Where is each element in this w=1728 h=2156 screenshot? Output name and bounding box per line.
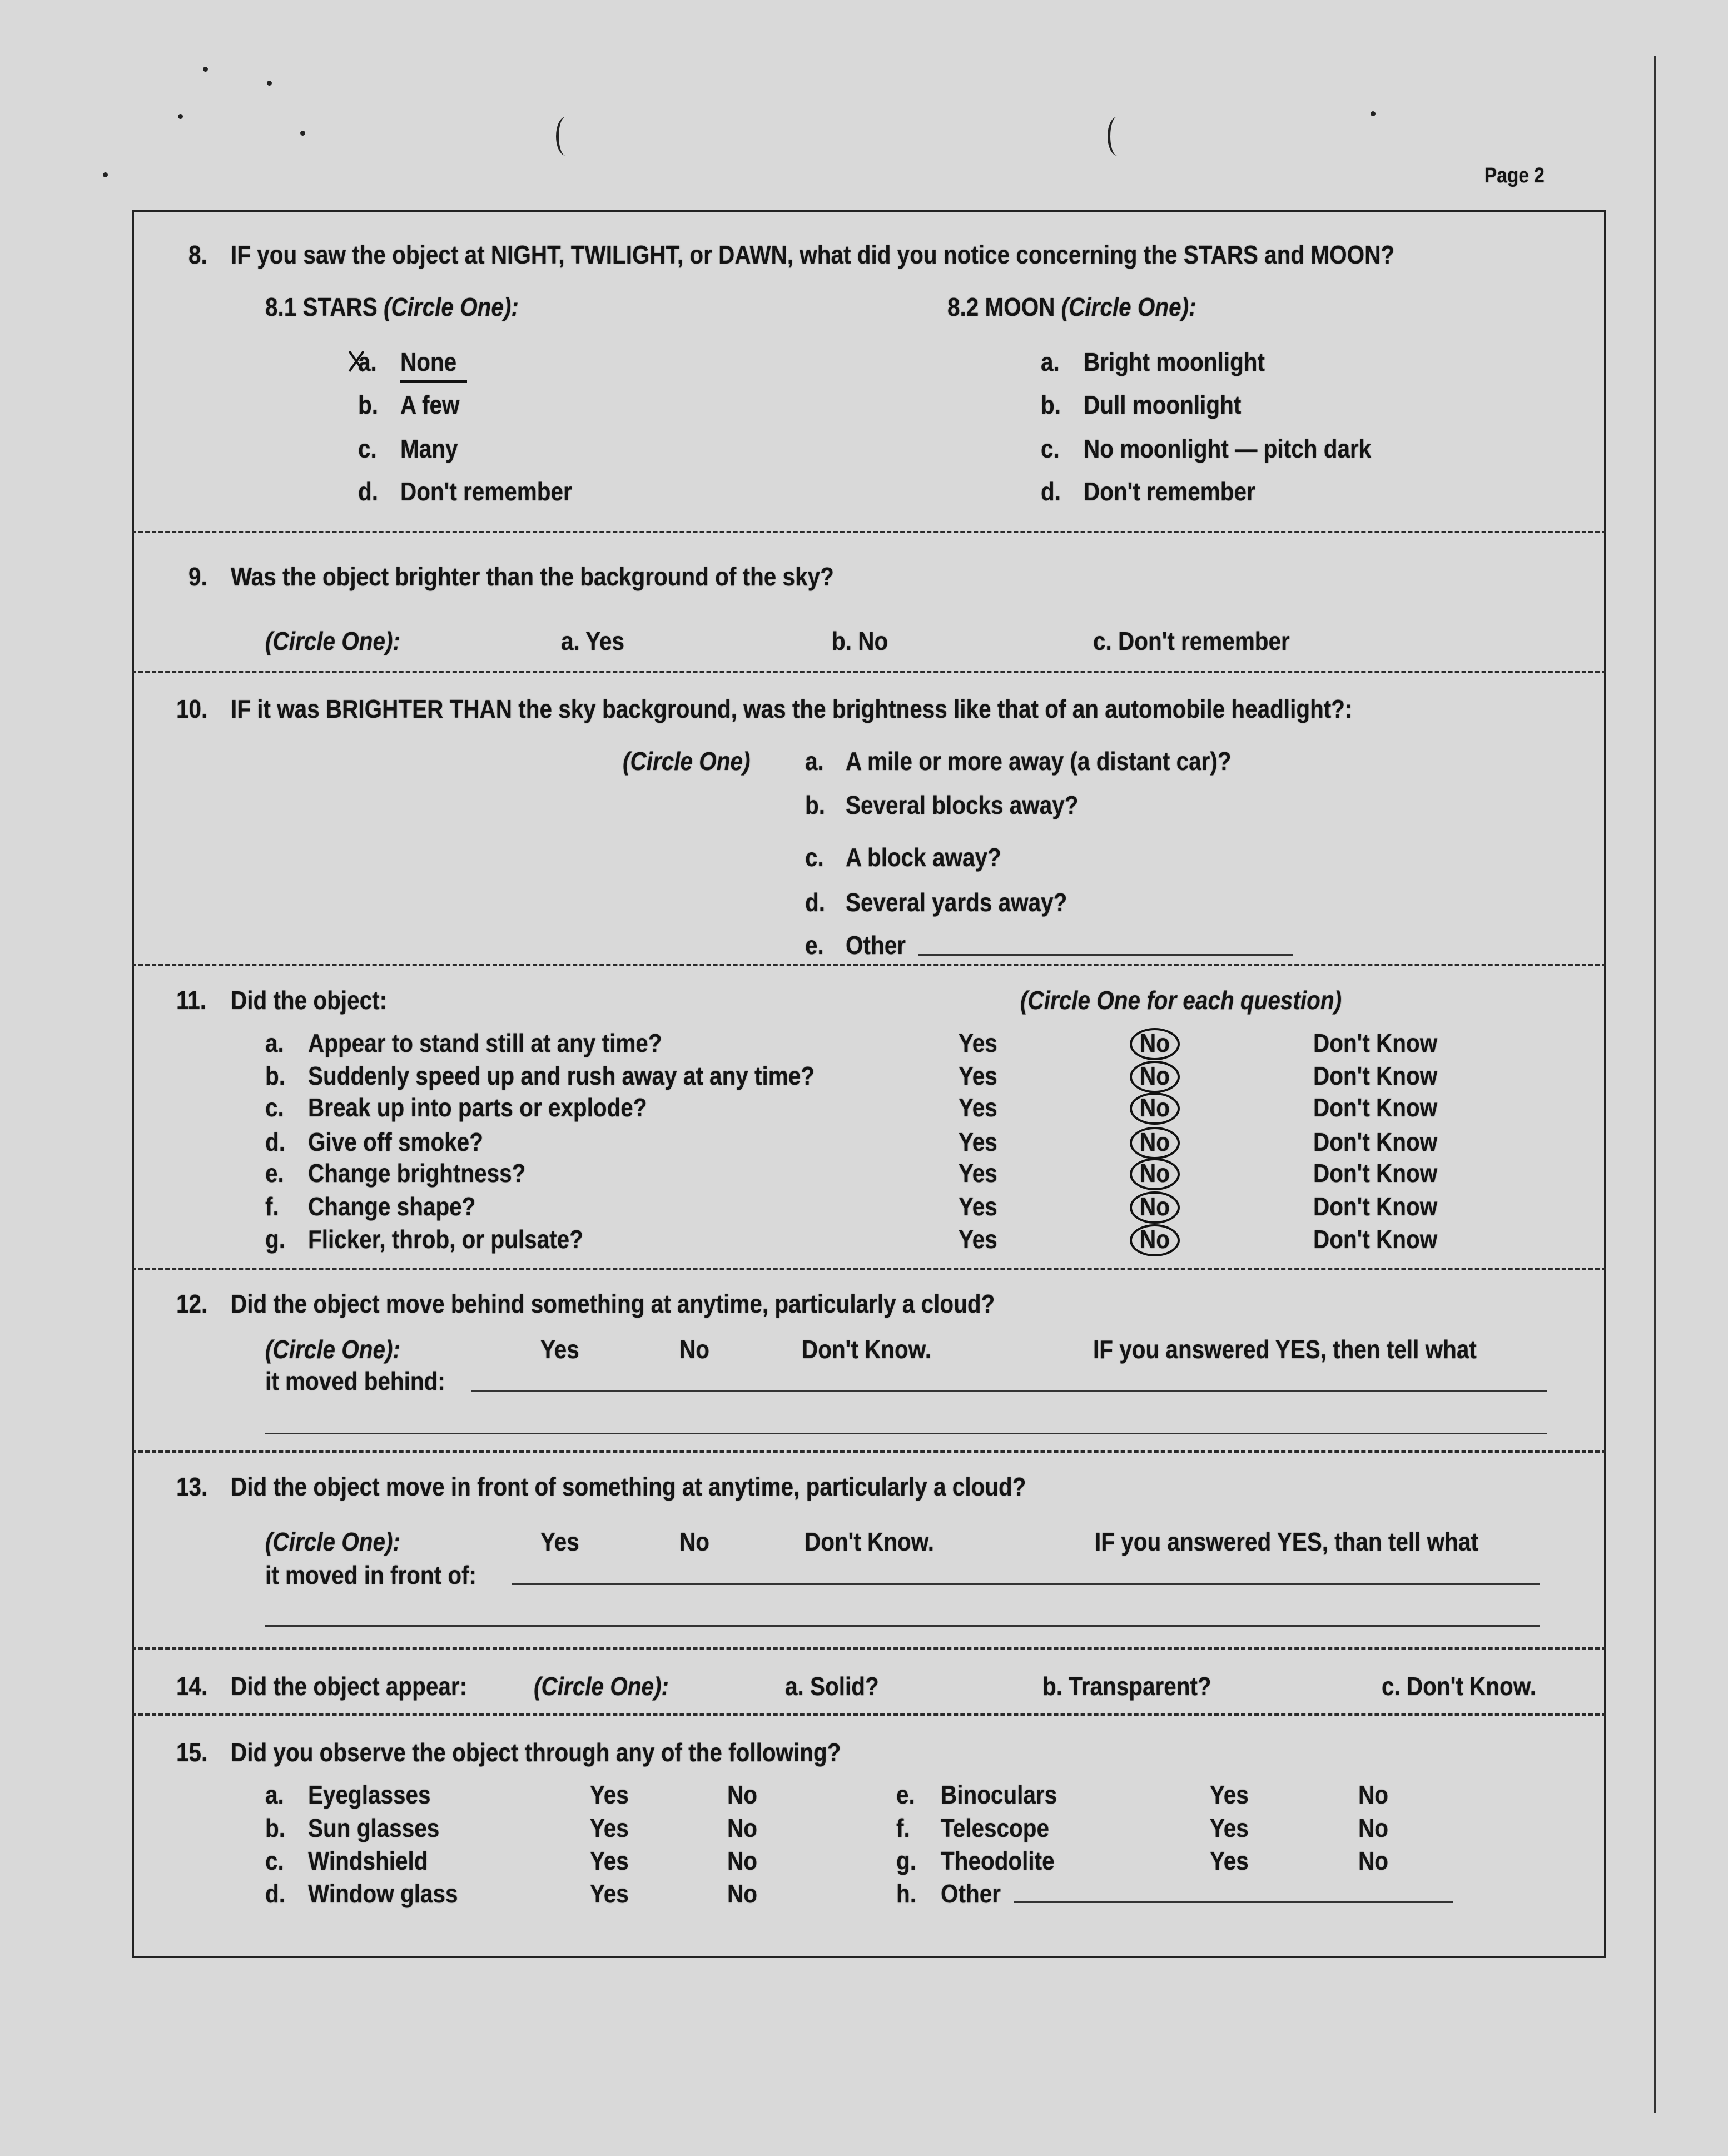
answer-yes[interactable]: Yes bbox=[590, 1846, 629, 1875]
circled-answer-mark bbox=[1130, 1061, 1180, 1093]
answer-yes[interactable]: Yes bbox=[1210, 1846, 1249, 1875]
instruction: (Circle One) bbox=[623, 747, 751, 776]
answer-no[interactable]: No bbox=[1140, 1192, 1170, 1221]
answer-yes[interactable]: Yes bbox=[959, 1093, 997, 1122]
circled-answer-mark bbox=[1130, 1158, 1180, 1190]
instrument-label: Windshield bbox=[308, 1846, 428, 1875]
question-number: 13. bbox=[176, 1472, 208, 1501]
question-number: 11. bbox=[176, 986, 207, 1015]
item-question: Change brightness? bbox=[308, 1159, 526, 1188]
option-letter[interactable]: b. bbox=[358, 390, 378, 419]
stars-heading: 8.1 STARS (Circle One): bbox=[265, 292, 519, 321]
item-question: Give off smoke? bbox=[308, 1127, 483, 1156]
other-input-line[interactable] bbox=[1014, 1901, 1453, 1903]
circled-answer-mark bbox=[1130, 1127, 1180, 1159]
followup-text: IF you answered YES, then tell what bbox=[1093, 1335, 1477, 1364]
answer-no[interactable]: No bbox=[1358, 1814, 1388, 1842]
item-letter: e. bbox=[896, 1780, 915, 1809]
answer-yes[interactable]: Yes bbox=[1210, 1780, 1249, 1809]
divider bbox=[132, 1647, 1606, 1650]
option-dont-know[interactable]: Don't Know. bbox=[805, 1527, 934, 1556]
answer-no[interactable]: No bbox=[1140, 1029, 1170, 1057]
answer-yes[interactable]: Yes bbox=[959, 1192, 997, 1221]
circled-answer-mark bbox=[1130, 1224, 1180, 1256]
scan-speck bbox=[178, 114, 183, 119]
answer-yes[interactable]: Yes bbox=[959, 1127, 997, 1156]
followup-label: it moved behind: bbox=[265, 1367, 445, 1395]
instrument-label: Sun glasses bbox=[308, 1814, 440, 1842]
question-number: 14. bbox=[176, 1672, 208, 1701]
answer-dont-know[interactable]: Don't Know bbox=[1313, 1093, 1438, 1122]
instruction: (Circle One): bbox=[265, 627, 400, 655]
instrument-label: Theodolite bbox=[941, 1846, 1055, 1875]
item-letter: e. bbox=[265, 1159, 284, 1188]
moved-behind-input-line-2[interactable] bbox=[265, 1433, 1547, 1434]
option-letter[interactable]: a. bbox=[1041, 347, 1060, 376]
circled-answer-mark bbox=[1130, 1092, 1180, 1125]
headlight-option[interactable]: Several yards away? bbox=[846, 888, 1067, 917]
moon-option[interactable]: Dull moonlight bbox=[1084, 390, 1242, 419]
option-letter[interactable]: a. bbox=[358, 347, 377, 376]
divider bbox=[132, 1268, 1606, 1270]
moon-option[interactable]: No moonlight — pitch dark bbox=[1084, 434, 1372, 463]
item-question: Break up into parts or explode? bbox=[308, 1093, 647, 1122]
moon-option[interactable]: Don't remember bbox=[1084, 477, 1255, 506]
answer-no[interactable]: No bbox=[1140, 1127, 1170, 1156]
item-question: Flicker, throb, or pulsate? bbox=[308, 1225, 583, 1254]
circled-answer-mark bbox=[1130, 1191, 1180, 1224]
option-yes[interactable]: Yes bbox=[540, 1527, 579, 1556]
answer-no[interactable]: No bbox=[727, 1846, 757, 1875]
item-letter: g. bbox=[896, 1846, 916, 1875]
item-letter: h. bbox=[896, 1879, 916, 1908]
question-text: Was the object brighter than the background of the sky? bbox=[231, 562, 834, 591]
moved-behind-input-line[interactable] bbox=[471, 1390, 1547, 1392]
option-dont-know[interactable]: Don't Know. bbox=[802, 1335, 931, 1364]
question-text: Did the object move in front of something at anytime, particularly a cloud? bbox=[231, 1472, 1026, 1501]
other-input-line[interactable] bbox=[918, 954, 1293, 956]
item-question: Appear to stand still at any time? bbox=[308, 1029, 662, 1057]
answer-dont-know[interactable]: Don't Know bbox=[1313, 1127, 1438, 1156]
option-letter[interactable]: e. bbox=[805, 931, 824, 960]
divider bbox=[132, 671, 1606, 673]
question-number: 12. bbox=[176, 1289, 208, 1318]
moon-option[interactable]: Bright moonlight bbox=[1084, 347, 1265, 376]
answer-no[interactable]: No bbox=[727, 1814, 757, 1842]
x-mark bbox=[347, 350, 366, 372]
option-no[interactable]: No bbox=[679, 1527, 709, 1556]
headlight-option[interactable]: A mile or more away (a distant car)? bbox=[846, 747, 1232, 776]
question-text: Did the object: bbox=[231, 986, 388, 1015]
stars-option[interactable]: Many bbox=[400, 434, 458, 463]
followup-text: IF you answered YES, than tell what bbox=[1095, 1527, 1478, 1556]
question-text: IF you saw the object at NIGHT, TWILIGHT, or DAWN, what did you notice concerning the STARS and MOON? bbox=[231, 240, 1395, 269]
question-text: Did the object move behind something at anytime, particularly a cloud? bbox=[231, 1289, 995, 1318]
answer-yes[interactable]: Yes bbox=[959, 1029, 997, 1057]
instruction: (Circle One): bbox=[534, 1672, 669, 1701]
question-text: Did the object appear: bbox=[231, 1672, 468, 1701]
option-letter[interactable]: d. bbox=[1041, 477, 1061, 506]
question-number: 8. bbox=[188, 240, 207, 269]
question-number: 9. bbox=[188, 562, 207, 591]
option-letter[interactable]: c. bbox=[805, 843, 824, 872]
item-letter: g. bbox=[265, 1225, 285, 1254]
divider bbox=[132, 1450, 1606, 1453]
question-text: Did you observe the object through any of the following? bbox=[231, 1738, 841, 1767]
instruction: (Circle One): bbox=[265, 1335, 400, 1364]
option-transparent[interactable]: b. Transparent? bbox=[1042, 1672, 1211, 1701]
answer-no[interactable]: No bbox=[1140, 1159, 1170, 1188]
option-yes[interactable]: a. Yes bbox=[561, 627, 625, 655]
divider bbox=[132, 1713, 1606, 1716]
divider bbox=[132, 531, 1606, 533]
item-letter: f. bbox=[896, 1814, 910, 1842]
answer-no[interactable]: No bbox=[727, 1780, 757, 1809]
scan-speck bbox=[203, 67, 208, 72]
moved-front-input-line-2[interactable] bbox=[265, 1625, 1540, 1627]
page-number: Page 2 bbox=[1484, 164, 1545, 187]
binder-hole-mark bbox=[1108, 117, 1127, 156]
answer-yes[interactable]: Yes bbox=[590, 1780, 629, 1809]
stars-option-none[interactable]: None bbox=[400, 347, 457, 376]
item-letter: f. bbox=[265, 1192, 279, 1221]
option-letter[interactable]: c. bbox=[358, 434, 377, 463]
item-letter: a. bbox=[265, 1780, 284, 1809]
moved-front-input-line[interactable] bbox=[512, 1583, 1540, 1585]
divider bbox=[132, 964, 1606, 966]
answer-dont-know[interactable]: Don't Know bbox=[1313, 1029, 1438, 1057]
answer-yes[interactable]: Yes bbox=[959, 1225, 997, 1254]
instruction: (Circle One for each question) bbox=[1020, 986, 1342, 1015]
option-no[interactable]: No bbox=[679, 1335, 709, 1364]
item-letter: d. bbox=[265, 1879, 285, 1908]
answer-dont-know[interactable]: Don't Know bbox=[1313, 1192, 1438, 1221]
answer-no[interactable]: No bbox=[1140, 1225, 1170, 1254]
answer-no[interactable]: No bbox=[1140, 1061, 1170, 1090]
question-number: 10. bbox=[176, 694, 208, 723]
answer-yes[interactable]: Yes bbox=[590, 1814, 629, 1842]
option-letter[interactable]: a. bbox=[805, 747, 824, 776]
answer-no[interactable]: No bbox=[1358, 1846, 1388, 1875]
answer-no[interactable]: No bbox=[1358, 1780, 1388, 1809]
option-dont-remember[interactable]: c. Don't remember bbox=[1093, 627, 1290, 655]
instrument-label: Window glass bbox=[308, 1879, 458, 1908]
item-letter: c. bbox=[265, 1093, 284, 1122]
answer-dont-know[interactable]: Don't Know bbox=[1313, 1061, 1438, 1090]
stars-option[interactable]: Don't remember bbox=[400, 477, 572, 506]
option-letter[interactable]: d. bbox=[805, 888, 825, 917]
underline-mark bbox=[400, 380, 467, 383]
item-letter: a. bbox=[265, 1029, 284, 1057]
answer-yes[interactable]: Yes bbox=[1210, 1814, 1249, 1842]
scan-speck bbox=[300, 131, 305, 136]
option-no[interactable]: b. No bbox=[832, 627, 888, 655]
option-letter[interactable]: c. bbox=[1041, 434, 1060, 463]
item-letter: c. bbox=[265, 1846, 284, 1875]
circled-answer-mark bbox=[1130, 1028, 1180, 1060]
option-letter[interactable]: b. bbox=[1041, 390, 1061, 419]
followup-label: it moved in front of: bbox=[265, 1561, 477, 1589]
moon-heading: 8.2 MOON (Circle One): bbox=[947, 292, 1196, 321]
answer-no[interactable]: No bbox=[727, 1879, 757, 1908]
scan-speck bbox=[103, 172, 108, 177]
item-letter: b. bbox=[265, 1061, 285, 1090]
instruction: (Circle One): bbox=[265, 1527, 400, 1556]
headlight-option[interactable]: A block away? bbox=[846, 843, 1001, 872]
answer-dont-know[interactable]: Don't Know bbox=[1313, 1225, 1438, 1254]
answer-no[interactable]: No bbox=[1140, 1093, 1170, 1122]
answer-yes[interactable]: Yes bbox=[959, 1061, 997, 1090]
item-question: Suddenly speed up and rush away at any time? bbox=[308, 1061, 815, 1090]
item-question: Change shape? bbox=[308, 1192, 476, 1221]
scan-speck bbox=[1371, 111, 1376, 116]
item-letter: d. bbox=[265, 1127, 285, 1156]
instrument-label: Binoculars bbox=[941, 1780, 1057, 1809]
instrument-label: Other bbox=[941, 1879, 1001, 1908]
question-text: IF it was BRIGHTER THAN the sky background, was the brightness like that of an automobile headlight?: bbox=[231, 694, 1353, 723]
option-letter[interactable]: d. bbox=[358, 477, 378, 506]
option-letter[interactable]: b. bbox=[805, 791, 825, 819]
answer-yes[interactable]: Yes bbox=[590, 1879, 629, 1908]
answer-yes[interactable]: Yes bbox=[959, 1159, 997, 1188]
option-solid[interactable]: a. Solid? bbox=[785, 1672, 879, 1701]
item-letter: b. bbox=[265, 1814, 285, 1842]
option-yes[interactable]: Yes bbox=[540, 1335, 579, 1364]
question-number: 15. bbox=[176, 1738, 208, 1767]
headlight-option[interactable]: Several blocks away? bbox=[846, 791, 1079, 819]
option-dont-know[interactable]: c. Don't Know. bbox=[1382, 1672, 1536, 1701]
binder-hole-mark bbox=[556, 117, 575, 156]
instrument-label: Telescope bbox=[941, 1814, 1049, 1842]
headlight-option-other[interactable]: Other bbox=[846, 931, 906, 960]
answer-dont-know[interactable]: Don't Know bbox=[1313, 1159, 1438, 1188]
stars-option[interactable]: A few bbox=[400, 390, 460, 419]
scan-speck bbox=[267, 81, 272, 86]
page-edge bbox=[1654, 56, 1656, 2113]
instrument-label: Eyeglasses bbox=[308, 1780, 431, 1809]
